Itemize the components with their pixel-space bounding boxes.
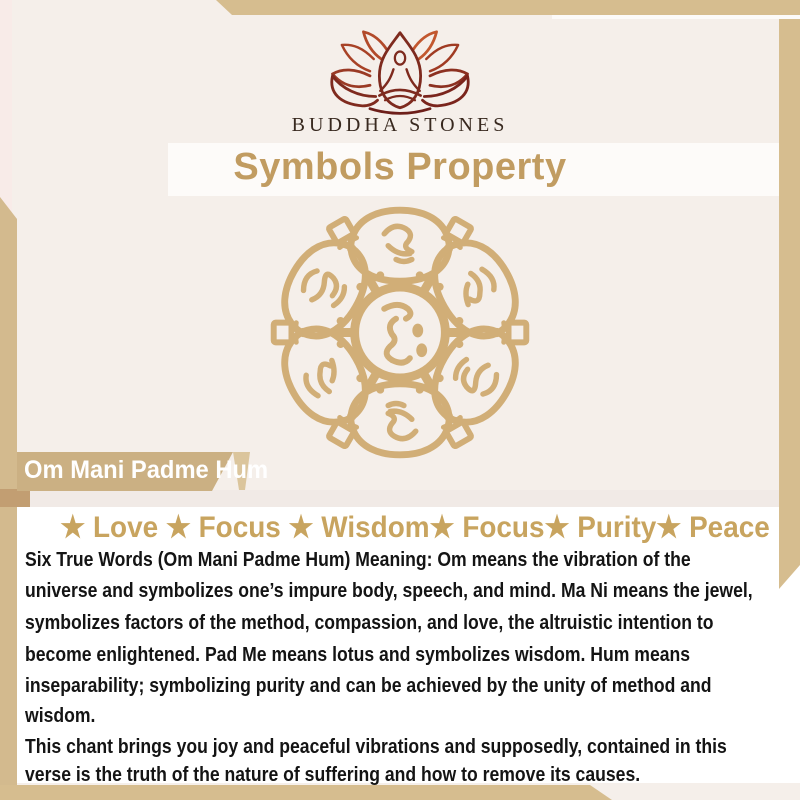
page-title: Symbols Property xyxy=(233,146,567,188)
body-line: inseparability; symbolizing purity and can be achieved by the unity of method and xyxy=(25,675,712,697)
cream-divider-band xyxy=(0,490,800,507)
body-line: Six True Words (Om Mani Padme Hum) Meaning: Om means the vibration of the xyxy=(25,549,691,571)
body-line: symbolizes factors of the method, compassion, and love, the altruistic intention to xyxy=(25,612,714,634)
bottom-tan-band xyxy=(0,785,800,800)
om-mani-padme-hum-mandala-icon xyxy=(252,197,548,468)
top-tan-band xyxy=(0,0,800,15)
brand-name: BUDDHA STONES xyxy=(291,114,509,136)
body-line: verse is the truth of the nature of suffering and how to remove its causes. xyxy=(25,764,641,786)
top-band-gap-line xyxy=(552,15,800,19)
tagline: ★ Love ★ Focus ★ Wisdom★ Focus★ Purity★ Peace xyxy=(60,511,770,544)
body-line: wisdom. xyxy=(25,705,96,727)
body-line: universe and symbolizes one’s impure body, speech, and mind. Ma Ni means the jewel, xyxy=(25,580,753,602)
left-fold-block xyxy=(0,489,30,507)
right-tan-band xyxy=(779,19,800,589)
body-line: become enlightened. Pad Me means lotus and symbolizes wisdom. Hum means xyxy=(25,644,691,666)
body-line: This chant brings you joy and peaceful vibrations and supposedly, contained in this xyxy=(25,736,727,758)
lotus-meditation-logo-icon xyxy=(325,27,475,121)
banner-label: Om Mani Padme Hum xyxy=(24,456,269,484)
